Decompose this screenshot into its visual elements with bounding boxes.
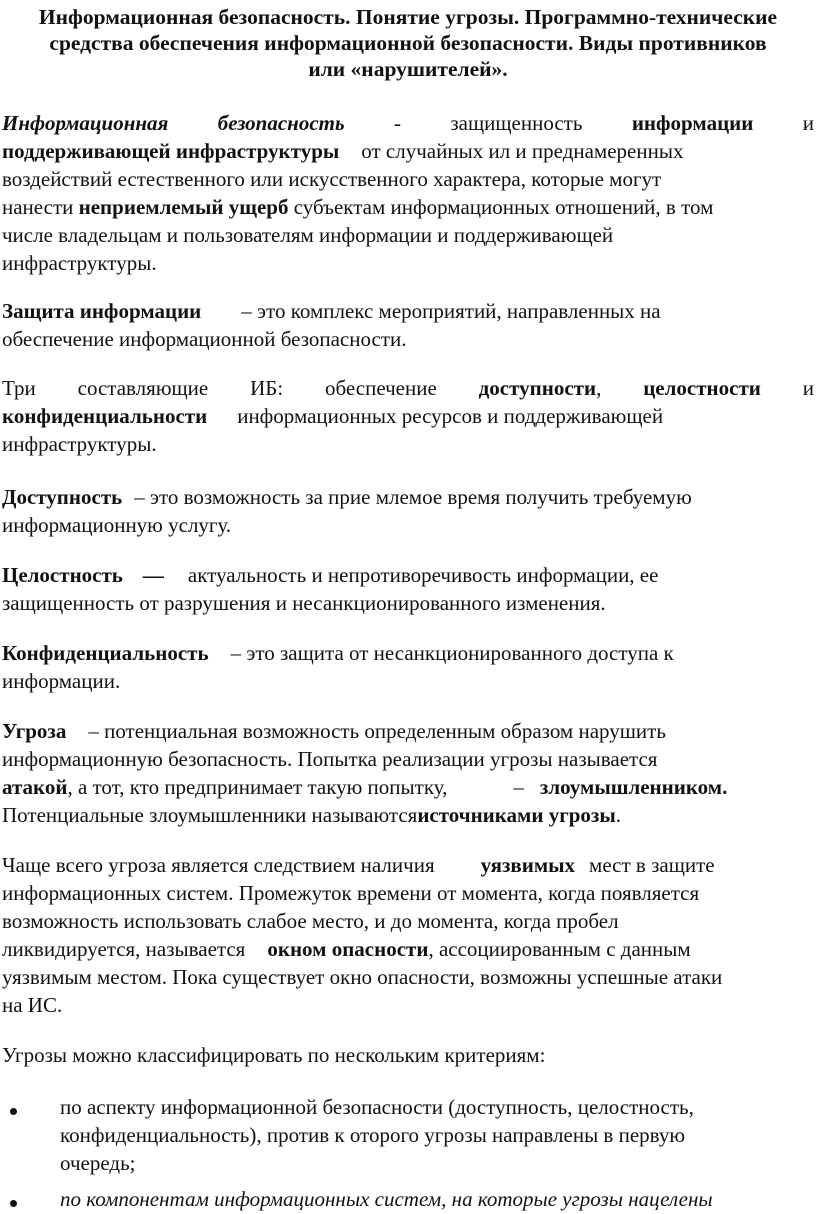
paragraph-infosec-line5: числе владельцам и пользователям информации и поддерживающей: [2, 223, 614, 247]
paragraph-protection-line2: обеспечение информационной безопасности.: [2, 327, 407, 351]
paragraph-integrity-line2: защищенность от разрушения и несанкционированного изменения.: [2, 591, 606, 615]
paragraph-infosec-line1: Информационная безопасность - защищенность информации и: [2, 111, 814, 135]
paragraph-components-line3: инфраструктуры.: [2, 432, 157, 456]
paragraph-confidentiality-line1: Конфиденциальность – это защита от несанкционированного доступа к: [2, 641, 674, 665]
list-item-components-line1: по компонентам информационных систем, на которые угрозы нацелены: [60, 1187, 713, 1211]
paragraph-integrity-line1: Целостность — актуальность и непротиворечивость информации, ее: [2, 563, 659, 587]
list-item-aspect-line2: конфиденциальность), против к оторого угрозы направлены в первую: [60, 1123, 686, 1147]
paragraph-protection-line1: Защита информации – это комплекс мероприятий, направленных на: [2, 299, 661, 323]
paragraph-infosec-line3: воздействий естественного или искусственного характера, которые могут: [2, 167, 662, 191]
paragraph-threat-line1: Угроза – потенциальная возможность определенным образом нарушить: [2, 719, 666, 743]
paragraph-classification: Угрозы можно классифицировать по нескольким критериям:: [2, 1043, 546, 1067]
paragraph-vulnerability-line2: информационных систем. Промежуток времени от момента, когда появляется: [2, 881, 700, 905]
document-title: Информационная безопасность. Понятие угрозы. Программно-технические средства обеспечения информационной безопасности. Виды противников или «нарушителей».: [38, 5, 778, 81]
bullet-icon: [10, 1188, 17, 1214]
paragraph-components-line2: конфиденциальности информационных ресурсов и поддерживающей: [2, 404, 664, 428]
bullet-icon: [10, 1096, 17, 1122]
paragraph-infosec-line6: инфраструктуры.: [2, 251, 157, 275]
paragraph-vulnerability-line3: возможность использовать слабое место, и до момента, когда пробел: [2, 909, 619, 933]
paragraph-vulnerability-line5: уязвимым местом. Пока существует окно опасности, возможны успешные атаки: [2, 965, 723, 989]
paragraph-threat-line4: Потенциальные злоумышленники называютсяисточниками угрозы.: [2, 803, 622, 827]
paragraph-vulnerability-line4: ликвидируется, называется окном опасности, ассоциированным с данным: [2, 937, 691, 961]
paragraph-availability-line1: Доступность – это возможность за прие млемое время получить требуемую: [2, 485, 692, 509]
paragraph-threat-line3: атакой, а тот, кто предпринимает такую попытку, – злоумышленником.: [2, 775, 728, 799]
list-item-aspect-line3: очередь;: [60, 1151, 136, 1175]
paragraph-threat-line2: информационную безопасность. Попытка реализации угрозы называется: [2, 747, 658, 771]
paragraph-vulnerability-line6: на ИС.: [2, 993, 63, 1017]
paragraph-confidentiality-line2: информации.: [2, 669, 121, 693]
paragraph-components-line1: Три составляющие ИБ: обеспечение доступности, целостности и: [2, 376, 814, 400]
list-item-aspect-line1: по аспекту информационной безопасности (доступность, целостность,: [60, 1095, 694, 1119]
paragraph-availability-line2: информационную услугу.: [2, 513, 232, 537]
paragraph-infosec-line2: поддерживающей инфраструктуры от случайных ил и преднамеренных: [2, 139, 684, 163]
paragraph-infosec-line4: нанести неприемлемый ущерб субъектам информационных отношений, в том: [2, 195, 714, 219]
paragraph-vulnerability-line1: Чаще всего угроза является следствием наличия уязвимых мест в защите: [2, 853, 715, 877]
